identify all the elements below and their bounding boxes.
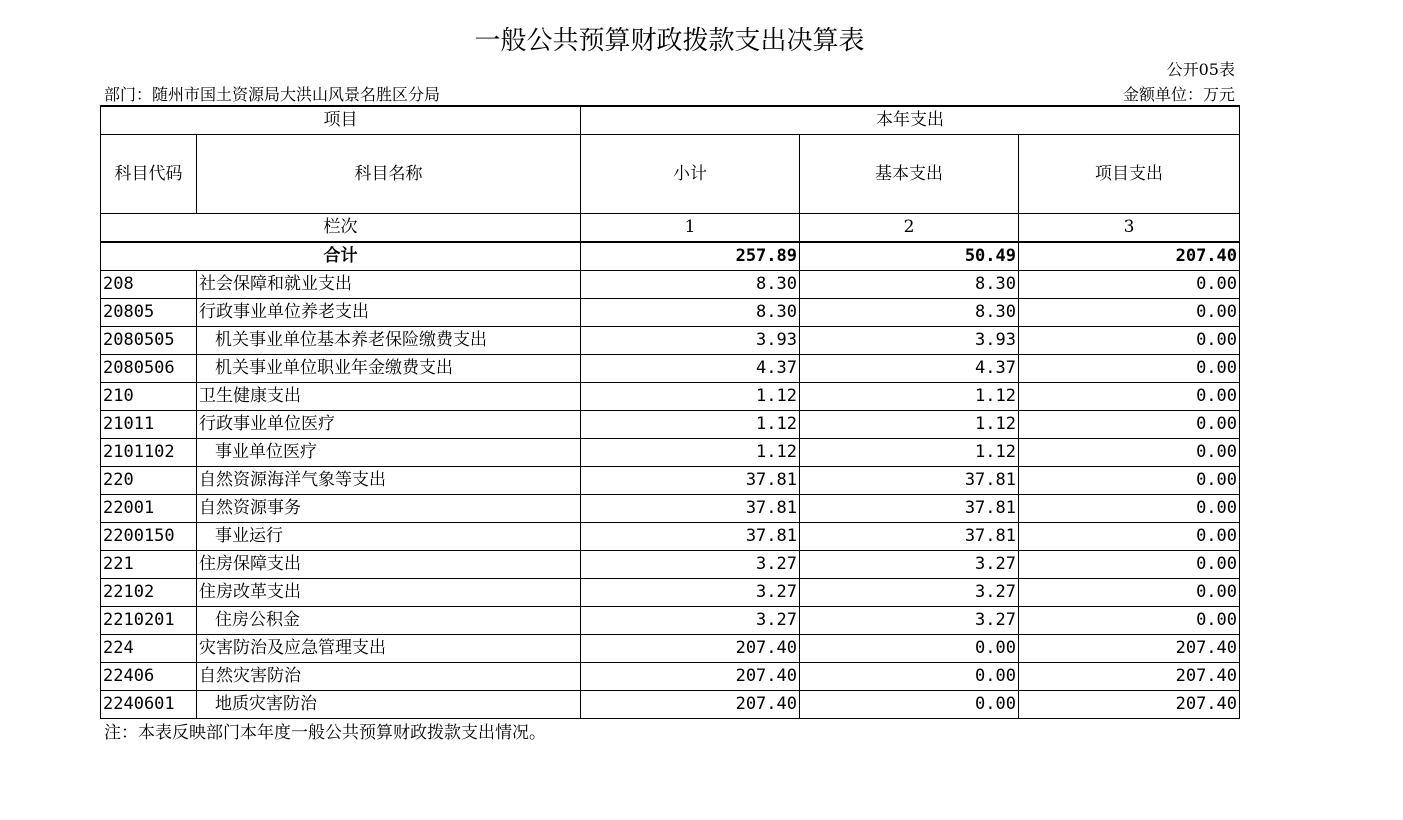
row-name: 自然资源海洋气象等支出 [197, 467, 581, 495]
amount-unit-label: 金额单位：万元 [1122, 85, 1235, 104]
header-project: 项目支出 [1019, 135, 1240, 214]
table-row [101, 411, 1240, 439]
row-code: 20805 [101, 299, 197, 327]
header-row-columns [101, 135, 1240, 214]
header-item: 项目 [101, 106, 581, 135]
header-col1: 1 [581, 214, 800, 243]
row-project: 0.00 [1019, 383, 1240, 411]
header-col3: 3 [1019, 214, 1240, 243]
table-row [101, 299, 1240, 327]
row-name: 行政事业单位养老支出 [197, 299, 581, 327]
row-subtotal: 207.40 [581, 635, 800, 663]
form-number: 公开05表 [1166, 60, 1235, 79]
row-basic: 3.27 [800, 579, 1019, 607]
row-code: 22406 [101, 663, 197, 691]
row-code: 220 [101, 467, 197, 495]
row-name: 机关事业单位基本养老保险缴费支出 [197, 327, 581, 355]
row-code: 2210201 [101, 607, 197, 635]
row-basic: 8.30 [800, 299, 1019, 327]
row-basic: 37.81 [800, 495, 1019, 523]
row-basic: 37.81 [800, 467, 1019, 495]
row-code: 221 [101, 551, 197, 579]
table-row [101, 467, 1240, 495]
header-code: 科目代码 [101, 135, 197, 214]
row-project: 0.00 [1019, 411, 1240, 439]
row-subtotal: 3.27 [581, 579, 800, 607]
expenditure-table [100, 105, 1240, 719]
table-row [101, 355, 1240, 383]
row-project: 0.00 [1019, 523, 1240, 551]
row-basic: 4.37 [800, 355, 1019, 383]
row-subtotal: 8.30 [581, 271, 800, 299]
row-project: 0.00 [1019, 299, 1240, 327]
row-code: 224 [101, 635, 197, 663]
row-basic: 1.12 [800, 411, 1019, 439]
row-subtotal: 1.12 [581, 411, 800, 439]
row-name: 灾害防治及应急管理支出 [197, 635, 581, 663]
row-subtotal: 4.37 [581, 355, 800, 383]
row-code: 21011 [101, 411, 197, 439]
table-row [101, 271, 1240, 299]
footnote: 注：本表反映部门本年度一般公共预算财政拨款支出情况。 [104, 723, 546, 743]
row-project: 0.00 [1019, 467, 1240, 495]
row-name: 社会保障和就业支出 [197, 271, 581, 299]
row-project: 0.00 [1019, 439, 1240, 467]
row-basic: 1.12 [800, 439, 1019, 467]
row-subtotal: 37.81 [581, 467, 800, 495]
row-name: 事业单位医疗 [197, 439, 581, 467]
row-code: 2080506 [101, 355, 197, 383]
page-title: 一般公共预算财政拨款支出决算表 [474, 26, 865, 56]
total-project: 207.40 [1019, 242, 1240, 271]
row-code: 2080505 [101, 327, 197, 355]
header-current-year-expense: 本年支出 [581, 106, 1240, 135]
row-project: 0.00 [1019, 551, 1240, 579]
table-row [101, 523, 1240, 551]
row-basic: 0.00 [800, 691, 1019, 719]
row-subtotal: 207.40 [581, 691, 800, 719]
row-subtotal: 37.81 [581, 523, 800, 551]
header-name: 科目名称 [197, 135, 581, 214]
department-label: 部门：随州市国土资源局大洪山风景名胜区分局 [104, 85, 441, 104]
row-name: 地质灾害防治 [197, 691, 581, 719]
table-row [101, 327, 1240, 355]
row-name: 卫生健康支出 [197, 383, 581, 411]
row-name: 住房改革支出 [197, 579, 581, 607]
row-basic: 3.27 [800, 551, 1019, 579]
header-col2: 2 [800, 214, 1019, 243]
row-name: 住房公积金 [197, 607, 581, 635]
row-project: 0.00 [1019, 495, 1240, 523]
row-code: 22102 [101, 579, 197, 607]
table-row [101, 383, 1240, 411]
total-basic: 50.49 [800, 242, 1019, 271]
row-code: 2200150 [101, 523, 197, 551]
header-column-no: 栏次 [101, 214, 581, 243]
header-subtotal: 小计 [581, 135, 800, 214]
row-subtotal: 1.12 [581, 383, 800, 411]
row-code: 22001 [101, 495, 197, 523]
row-basic: 0.00 [800, 635, 1019, 663]
table-row [101, 551, 1240, 579]
row-code: 210 [101, 383, 197, 411]
table-row [101, 579, 1240, 607]
row-name: 事业运行 [197, 523, 581, 551]
row-name: 自然灾害防治 [197, 663, 581, 691]
row-name: 住房保障支出 [197, 551, 581, 579]
row-basic: 3.27 [800, 607, 1019, 635]
row-code: 208 [101, 271, 197, 299]
table-row [101, 607, 1240, 635]
row-project: 207.40 [1019, 691, 1240, 719]
row-project: 0.00 [1019, 355, 1240, 383]
header-row-column-numbers [101, 214, 1240, 243]
header-row-top [101, 106, 1240, 135]
row-project: 207.40 [1019, 635, 1240, 663]
table-row [101, 635, 1240, 663]
row-project: 0.00 [1019, 579, 1240, 607]
row-subtotal: 3.27 [581, 607, 800, 635]
total-subtotal: 257.89 [581, 242, 800, 271]
total-row [101, 242, 1240, 271]
table-row [101, 691, 1240, 719]
row-subtotal: 3.27 [581, 551, 800, 579]
row-code: 2240601 [101, 691, 197, 719]
row-subtotal: 207.40 [581, 663, 800, 691]
row-basic: 37.81 [800, 523, 1019, 551]
row-subtotal: 3.93 [581, 327, 800, 355]
row-project: 0.00 [1019, 271, 1240, 299]
row-code: 2101102 [101, 439, 197, 467]
row-project: 207.40 [1019, 663, 1240, 691]
row-basic: 0.00 [800, 663, 1019, 691]
row-name: 行政事业单位医疗 [197, 411, 581, 439]
row-subtotal: 1.12 [581, 439, 800, 467]
row-project: 0.00 [1019, 607, 1240, 635]
row-basic: 1.12 [800, 383, 1019, 411]
row-project: 0.00 [1019, 327, 1240, 355]
row-subtotal: 8.30 [581, 299, 800, 327]
total-label: 合计 [101, 242, 581, 271]
row-name: 自然资源事务 [197, 495, 581, 523]
row-basic: 8.30 [800, 271, 1019, 299]
table-row [101, 663, 1240, 691]
row-subtotal: 37.81 [581, 495, 800, 523]
row-name: 机关事业单位职业年金缴费支出 [197, 355, 581, 383]
table-row [101, 495, 1240, 523]
table-row [101, 439, 1240, 467]
row-basic: 3.93 [800, 327, 1019, 355]
header-basic: 基本支出 [800, 135, 1019, 214]
